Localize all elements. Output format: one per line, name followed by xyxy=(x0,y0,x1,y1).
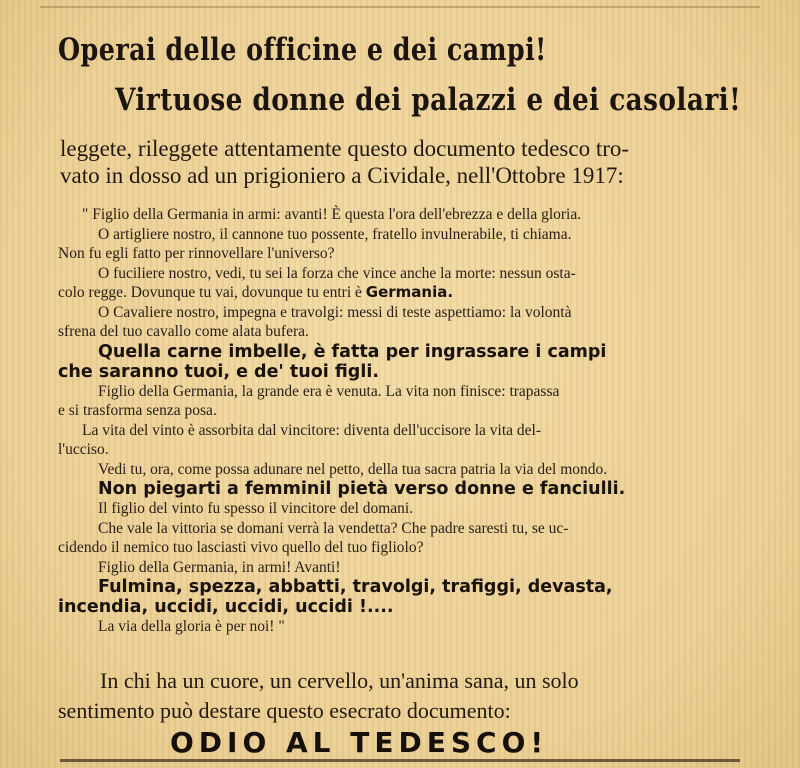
quote-bold-line: incendia, uccidi, uccidi, uccidi !.... xyxy=(58,597,394,617)
quote-line: O fuciliere nostro, vedi, tu sei la forza che vince anche la morte: nessun osta- xyxy=(98,264,576,282)
quote-line: " Figlio della Germania in armi: avanti! È questa l'ora dell'ebrezza e della gloria. xyxy=(82,206,582,223)
final-slogan: ODIO AL TEDESCO! xyxy=(170,726,549,759)
quote-bold-line: Fulmina, spezza, abbatti, travolgi, trafiggi, devasta, xyxy=(98,577,613,597)
quote-bold-line: Quella carne imbelle, è fatta per ingrassare i campi xyxy=(98,341,607,362)
quote-text: colo regge. Dovunque tu vai, dovunque tu entri è xyxy=(58,284,366,301)
bottom-rule xyxy=(60,759,740,762)
intro-line-2: vato in dosso ad un prigioniero a Cividale, nell'Ottobre 1917: xyxy=(60,163,624,188)
quote-line: Vedi tu, ora, come possa adunare nel petto, della tua sacra patria la via del mondo. xyxy=(98,460,608,478)
quoted-document xyxy=(58,205,758,637)
quote-line: sfrena del tuo cavallo come alata bufera. xyxy=(58,323,309,340)
quote-line: La vita del vinto è assorbita dal vincitore: diventa dell'uccisore la vita del- xyxy=(82,421,542,439)
quote-line: Il figlio del vinto fu spesso il vincitore del domani. xyxy=(98,500,414,517)
quote-line: cidendo il nemico tuo lasciasti vivo quello del tuo figliolo? xyxy=(58,539,424,556)
quote-line: O Cavaliere nostro, impegna e travolgi: messi di teste aspettiamo: la volontà xyxy=(98,303,572,321)
quote-line xyxy=(58,283,758,303)
germania-emphasis: Germania. xyxy=(365,283,454,301)
poster-title-line-1: Operai delle officine e dei campi! xyxy=(58,32,547,68)
paper-edge-line xyxy=(40,6,760,8)
quote-bold-line: Non piegarti a femminil pietà verso donne e fanciulli. xyxy=(98,479,626,499)
quote-line: Figlio della Germania, in armi! Avanti! xyxy=(98,558,341,576)
closing-line-1: In chi ha un cuore, un cervello, un'anima sana, un solo xyxy=(100,668,579,693)
quote-line: Che vale la vittoria se domani verrà la vendetta? Che padre saresti tu, se uc- xyxy=(98,519,569,537)
quote-line: l'ucciso. xyxy=(58,441,109,458)
quote-line: La via della gloria è per noi! " xyxy=(98,618,285,635)
closing-line-2: sentimento può destare questo esecrato documento: xyxy=(58,698,511,723)
poster-title-line-2: Virtuose donne dei palazzi e dei casolari! xyxy=(115,82,742,118)
quote-line: Non fu egli fatto per rinnovellare l'universo? xyxy=(58,245,335,262)
intro-line-1: leggete, rileggete attentamente questo documento tedesco tro- xyxy=(60,136,630,161)
quote-line: e si trasforma senza posa. xyxy=(58,402,217,419)
quote-line: O artigliere nostro, il cannone tuo possente, fratello invulnerabile, ti chiama. xyxy=(98,225,572,243)
quote-bold-line: che saranno tuoi, e de' tuoi figli. xyxy=(58,361,379,382)
quote-line: Figlio della Germania, la grande era è venuta. La vita non finisce: trapassa xyxy=(98,382,560,400)
